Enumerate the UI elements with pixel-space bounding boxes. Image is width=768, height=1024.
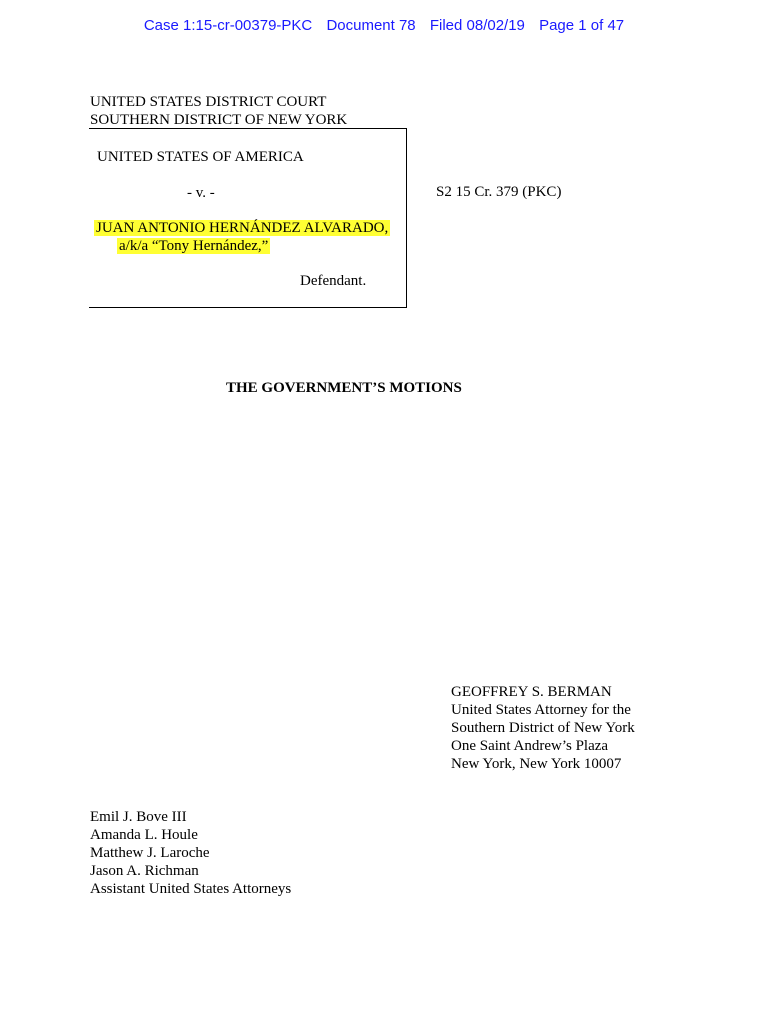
court-name-line2: SOUTHERN DISTRICT OF NEW YORK (90, 112, 348, 128)
assistant-role: Assistant United States Attorneys (90, 881, 292, 897)
ecf-header-stamp (0, 17, 768, 34)
case-number: Case 1:15-cr-00379-PKC (143, 17, 313, 34)
attorney-name: GEOFFREY S. BERMAN (451, 684, 612, 700)
docket-number: S2 15 Cr. 379 (PKC) (436, 184, 562, 200)
filed-date: Filed 08/02/19 (429, 17, 525, 34)
attorney-title: United States Attorney for the (451, 702, 631, 718)
assistant-name: Amanda L. Houle (90, 827, 198, 843)
defendant-aka-highlighted: a/k/a “Tony Hernández,” (119, 238, 269, 254)
attorney-district: Southern District of New York (451, 720, 635, 736)
attorney-address: One Saint Andrew’s Plaza (451, 738, 609, 754)
attorney-city: New York, New York 10007 (451, 756, 622, 772)
assistant-name: Matthew J. Laroche (90, 845, 210, 861)
document-title: THE GOVERNMENT’S MOTIONS (226, 380, 462, 396)
assistant-name: Jason A. Richman (90, 863, 199, 879)
defendant-name-highlighted: JUAN ANTONIO HERNÁNDEZ ALVARADO, (96, 220, 389, 236)
defendant-aka (117, 237, 270, 255)
document-number: Document 78 (326, 17, 416, 34)
page-indicator: Page 1 of 47 (539, 17, 625, 34)
attorney-block (451, 683, 635, 773)
defendant-name (94, 219, 390, 237)
defendant-label: Defendant. (300, 273, 367, 289)
plaintiff-name: UNITED STATES OF AMERICA (97, 149, 304, 165)
versus-label: - v. - (187, 185, 215, 201)
assistant-name: Emil J. Bove III (90, 809, 187, 825)
court-name-line1: UNITED STATES DISTRICT COURT (90, 94, 327, 110)
assistant-attorneys-block (90, 808, 291, 898)
